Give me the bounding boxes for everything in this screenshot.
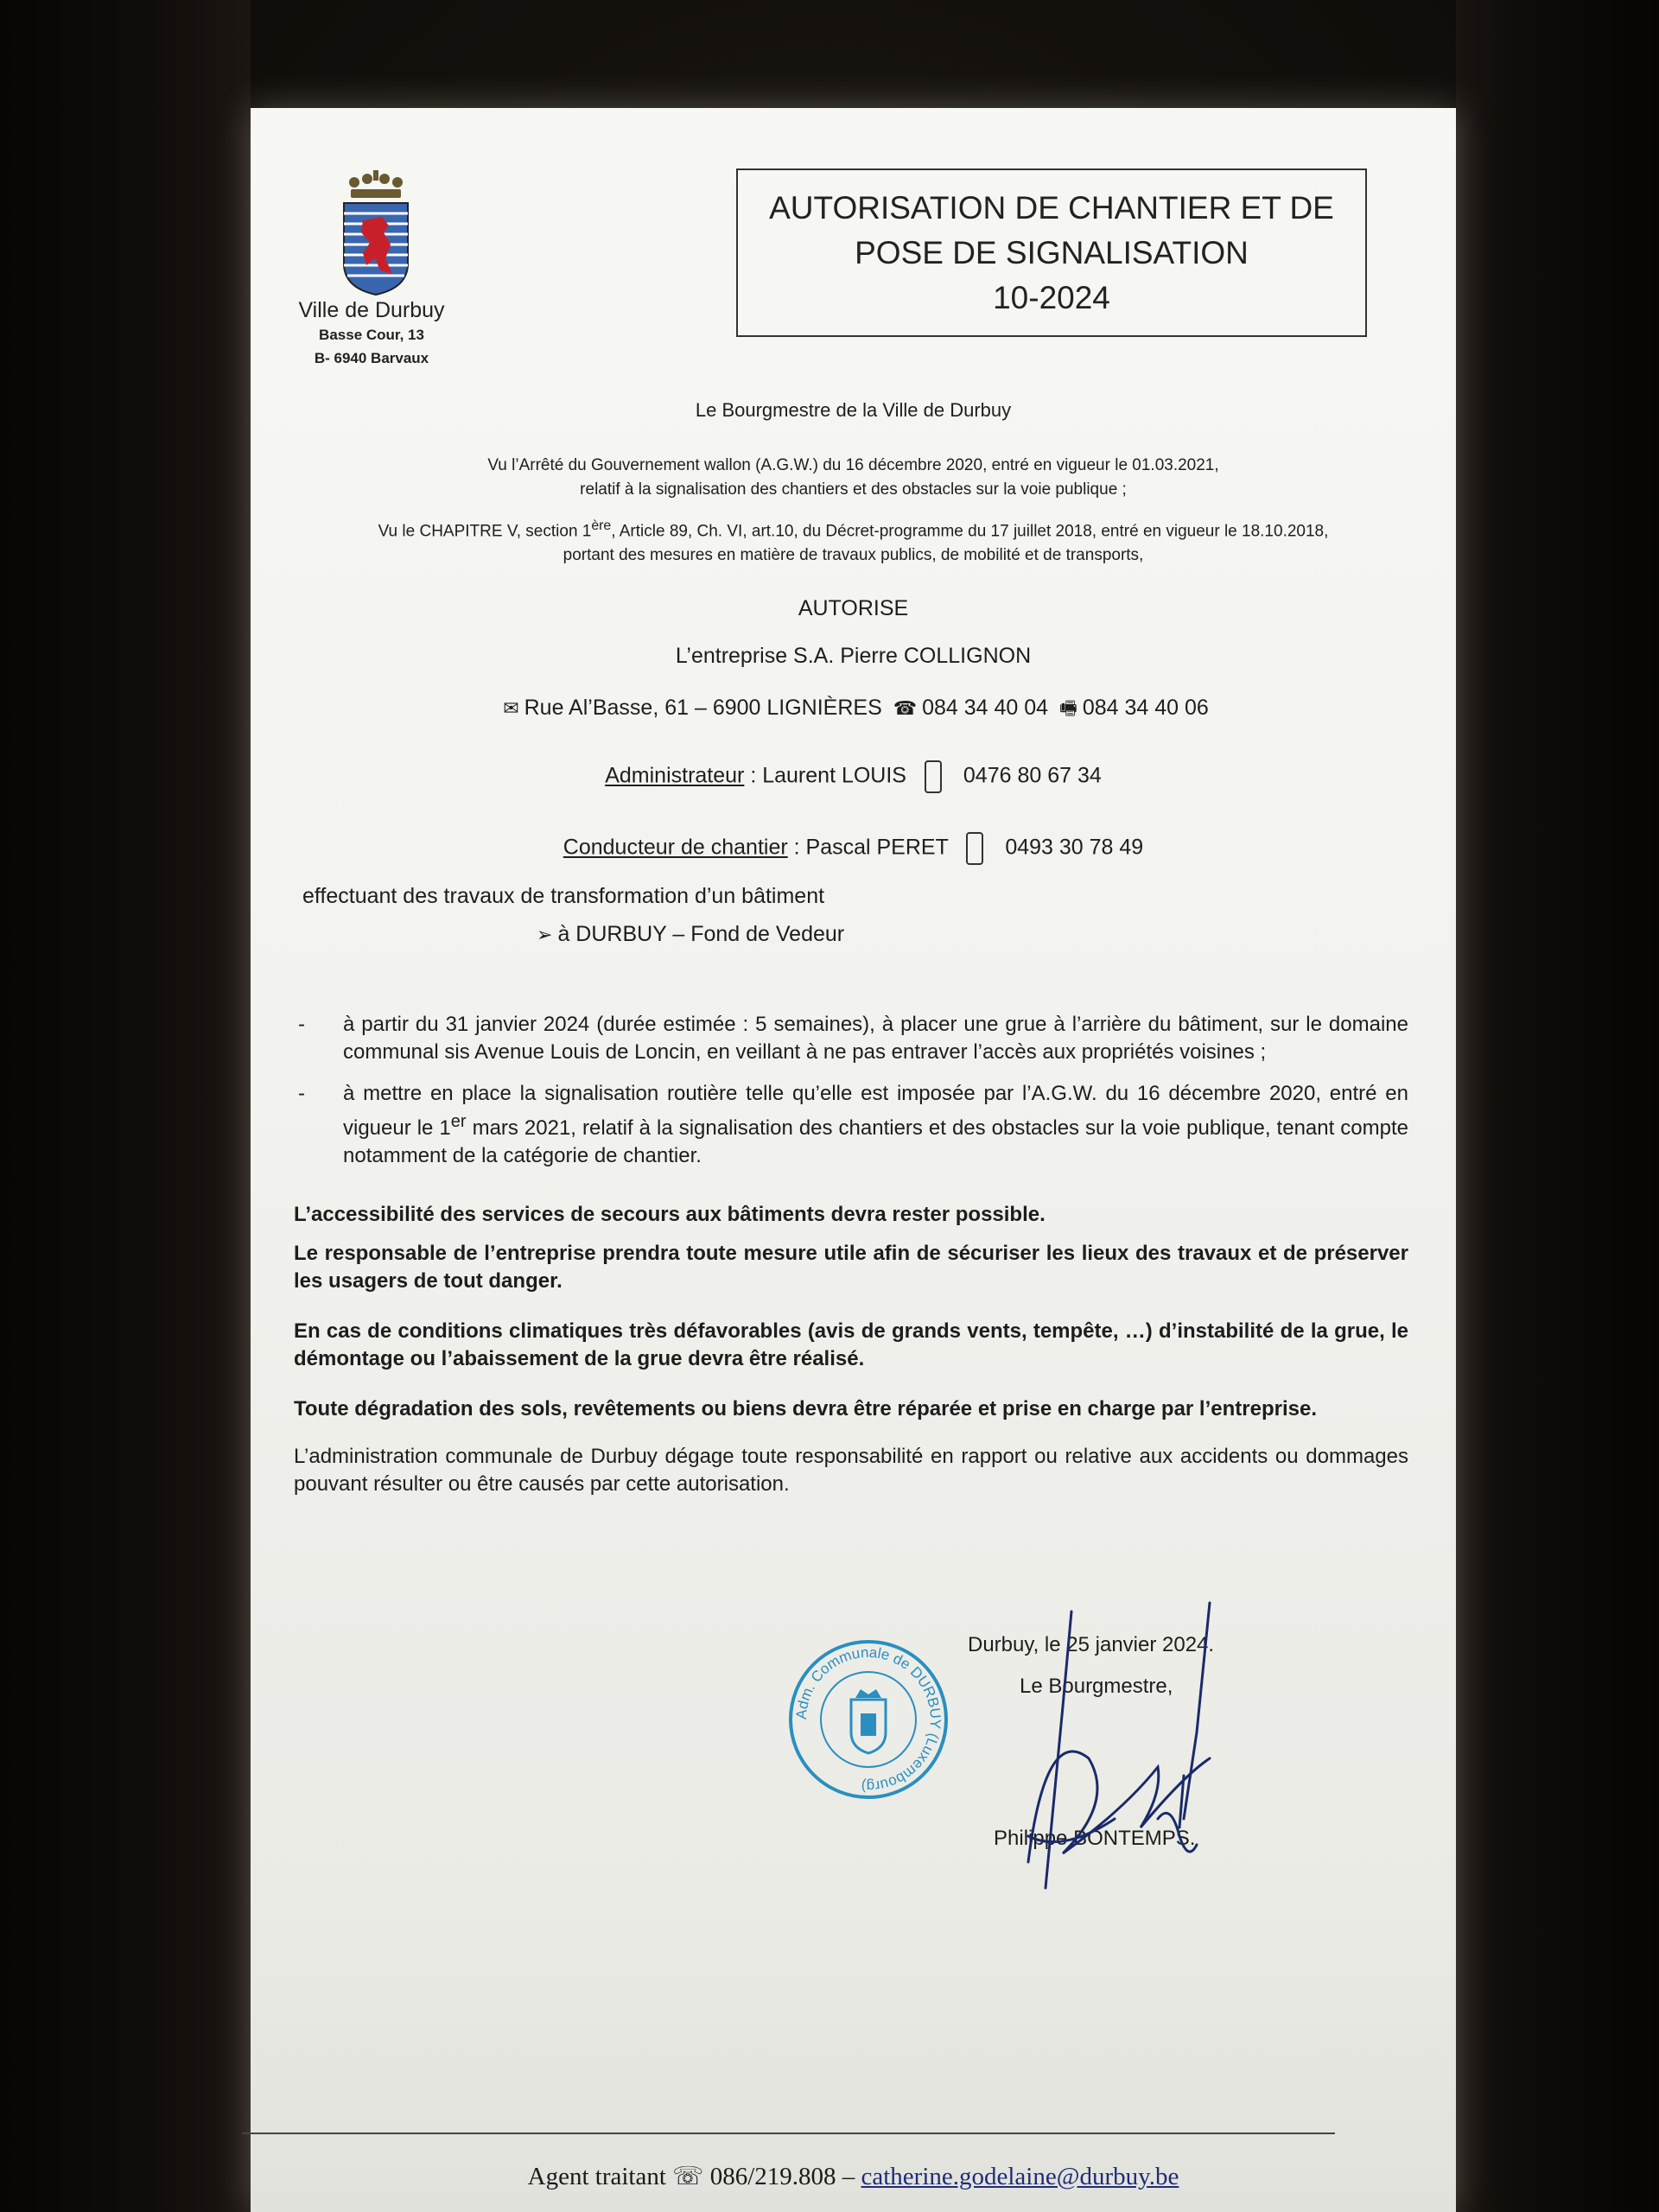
- authorise-heading: AUTORISE: [798, 596, 909, 620]
- weather-paragraph: En cas de conditions climatiques très défavorables (avis de grands vents, tempête, …) d’instabilité de la grue, le démontage ou l’abaissement de la grue devra être réalisé.: [294, 1319, 1408, 1370]
- legal-reference-agw-line2: relatif à la signalisation des chantiers et des obstacles sur la voie publique ;: [580, 480, 1127, 499]
- company-phone: 084 34 40 04: [922, 696, 1049, 720]
- company-contact: [251, 694, 1456, 727]
- works-location: [531, 922, 844, 947]
- title-line-2: POSE DE SIGNALISATION: [855, 234, 1249, 270]
- crane-condition: à partir du 31 janvier 2024 (durée estimée : 5 semaines), à placer une grue à l’arrière du bâtiment, sur le domaine communal sis Avenue Louis de Loncin, en veillant à ne pas entraver l’accès aux propriétés voisines ;: [343, 1013, 1408, 1064]
- town-name: Ville de Durbuy: [298, 298, 445, 322]
- works-location-text: à DURBUY – Fond de Vedeur: [557, 922, 845, 946]
- screen-bezel-left: [0, 0, 251, 2212]
- agent-label: Agent traitant: [527, 2163, 666, 2190]
- arrow-bullet-icon: ➢: [537, 924, 553, 945]
- document-title-box: [736, 168, 1367, 337]
- agent-phone: 086/219.808: [709, 2163, 836, 2190]
- title-line-3: 10-2024: [993, 279, 1110, 315]
- decree-text-a: Vu le CHAPITRE V, section 1: [378, 522, 592, 541]
- list-item: [298, 1011, 1408, 1066]
- bourgmestre-intro: Le Bourgmestre de la Ville de Durbuy: [695, 399, 1012, 421]
- telephone-icon: ☏: [672, 2163, 704, 2190]
- signatory-name: Philippe BONTEMPS.: [994, 1827, 1196, 1850]
- signatory-role: Le Bourgmestre,: [1020, 1675, 1173, 1698]
- administrator-label: Administrateur: [605, 763, 745, 788]
- company-fax: 084 34 40 06: [1082, 696, 1209, 720]
- dash-bullet: -: [298, 1082, 305, 1105]
- administrator-name: : Laurent LOUIS: [750, 763, 906, 788]
- conductor-contact: [251, 832, 1456, 865]
- signage-text-a: à mettre en place la signalisation routière telle qu’elle est imposée par l’A.G.W. du 16 décembre 2020, entré en vigueur le 1: [343, 1082, 1408, 1140]
- telephone-icon: ☎: [893, 697, 918, 719]
- mobile-phone-icon: [966, 832, 983, 865]
- legal-reference-decree: [251, 514, 1456, 568]
- conductor-label: Conducteur de chantier: [563, 835, 788, 860]
- conductor-name: : Pascal PERET: [793, 835, 949, 860]
- signage-text-b: mars 2021, relatif à la signalisation des chantiers et des obstacles sur la voie publique, tenant compte notamment de la catégorie de chantier.: [343, 1116, 1408, 1167]
- town-address-line2: B- 6940 Barvaux: [314, 350, 429, 366]
- mobile-phone-icon: [925, 760, 942, 793]
- company-address: Rue Al’Basse, 61 – 6900 LIGNIÈRES: [524, 696, 882, 720]
- stamp-text: Adm. Communale de DURBUY (Luxembourg): [792, 1643, 944, 1796]
- footer: [251, 2161, 1456, 2191]
- administrator-phone: 0476 80 67 34: [963, 763, 1102, 788]
- agent-email-link[interactable]: catherine.godelaine@durbuy.be: [861, 2163, 1179, 2190]
- conductor-phone: 0493 30 78 49: [1005, 835, 1144, 860]
- legal-reference-decree-line1: [251, 514, 1456, 543]
- town-crest-icon: [337, 168, 415, 298]
- company-name: L’entreprise S.A. Pierre COLLIGNON: [675, 644, 1032, 668]
- legal-reference-agw-line1: Vu l’Arrêté du Gouvernement wallon (A.G.W.) du 16 décembre 2020, entré en vigueur le 01.03.2021,: [487, 456, 1219, 474]
- works-description: effectuant des travaux de transformation d’un bâtiment: [302, 884, 825, 908]
- footer-separator: –: [842, 2163, 855, 2190]
- footer-divider: [242, 2133, 1335, 2134]
- fax-icon: 🖷: [1059, 697, 1077, 719]
- town-header: [285, 298, 458, 370]
- decree-superscript: ère: [591, 518, 612, 533]
- title-line-1: AUTORISATION DE CHANTIER ET DE: [769, 189, 1334, 226]
- damage-paragraph: Toute dégradation des sols, revêtements ou biens devra être réparée et prise en charge par l’entreprise.: [294, 1397, 1317, 1421]
- emergency-access-paragraph: L’accessibilité des services de secours aux bâtiments devra rester possible.: [294, 1203, 1046, 1226]
- dash-bullet: -: [298, 1013, 305, 1036]
- signage-condition: [343, 1080, 1408, 1170]
- list-item: [298, 1080, 1408, 1170]
- mail-icon: ✉: [503, 697, 519, 719]
- document-page: [251, 108, 1456, 2212]
- handwritten-signature: [1011, 1594, 1236, 1923]
- legal-reference-agw: [251, 454, 1456, 502]
- screen-bezel-right: [1456, 0, 1659, 2212]
- place-and-date: Durbuy, le 25 janvier 2024.: [968, 1633, 1215, 1656]
- safety-paragraph: Le responsable de l’entreprise prendra toute mesure utile afin de sécuriser les lieux des travaux et de préserver les usagers de tout danger.: [294, 1242, 1408, 1293]
- signage-superscript: er: [450, 1112, 467, 1131]
- liability-paragraph: L’administration communale de Durbuy dégage toute responsabilité en rapport ou relative aux accidents ou dommages pouvant résulter ou être causés par cette autorisation.: [294, 1445, 1408, 1496]
- town-address-line1: Basse Cour, 13: [319, 327, 424, 343]
- official-stamp: [786, 1637, 950, 1802]
- administrator-contact: [251, 760, 1456, 793]
- legal-reference-decree-line2: portant des mesures en matière de travaux publics, de mobilité et de transports,: [563, 546, 1144, 565]
- decree-text-b: , Article 89, Ch. VI, art.10, du Décret-programme du 17 juillet 2018, entré en vigueur le 18.10.2018,: [611, 522, 1329, 541]
